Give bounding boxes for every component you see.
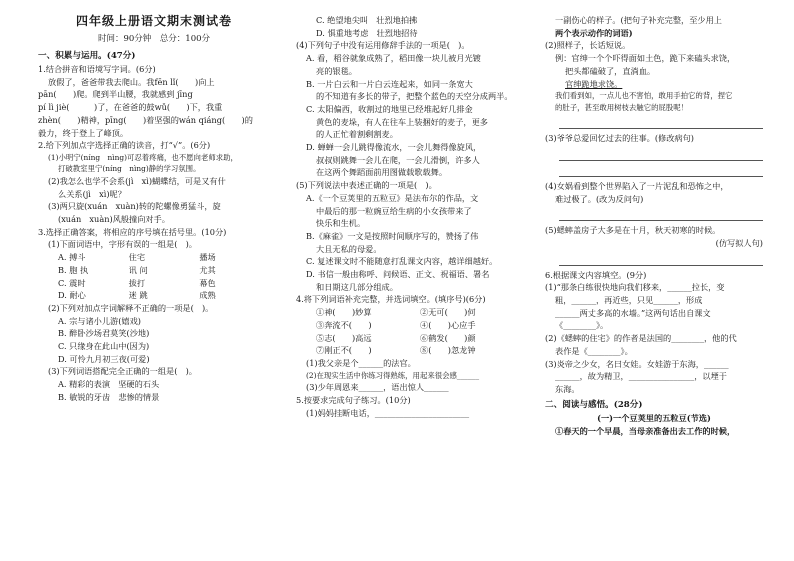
text-line: ①春天的一个早晨，当母亲准备出去工作的时候，: [555, 425, 736, 436]
text-line: C. 绝望地尖叫 壮烈地拍拂: [316, 15, 418, 25]
idiom-grid: [296, 306, 524, 357]
text-line: pān( )爬。爬到半山腰，我就感到 jīng: [38, 89, 193, 100]
text-line: 3.选择正确答案，将相应的序号填在括号里。(10分): [38, 226, 227, 237]
text-line: 在这两个舞蹈面前用图做载歌载舞。: [316, 167, 448, 178]
text-line: 中最后的那一粒豌豆给生病的小女孩带来了: [316, 205, 472, 216]
text-line: B. 一片白云和一片白云连起来，如同一条宽大: [306, 78, 473, 89]
text-line: (3)少年周恩来______，语出惊人______: [306, 382, 449, 393]
text-line: 4.将下列词语补充完整，并选词填空。(填序号)(6分): [296, 294, 486, 305]
text-line: C. 复述课文时不能随意打乱课文内容，越详细越好。: [306, 256, 498, 267]
section-list: [38, 302, 270, 404]
option-cell: 幕色: [199, 277, 216, 288]
option-row: [296, 306, 524, 319]
column-right: [545, 0, 763, 561]
text-line: 5.按要求完成句子练习。(10分): [296, 394, 411, 405]
text-line: A.《一个豆荚里的五粒豆》是法布尔的作品，文: [306, 192, 479, 203]
section-list: [296, 14, 524, 306]
text-line: 难过极了。(改为反问句): [555, 193, 644, 204]
text-line: (3)下列词语搭配完全正确的一组是( )。: [48, 366, 197, 377]
text-line: (1)小明宁(níng nìng)可忍着疼痛，也不愿向老师求助，: [48, 153, 238, 162]
text-line: 1.结合拼音和语境写字词。(6分): [38, 64, 156, 75]
text-line: (2)我怎么也学不会系(jì xì)蝴蝶结，可是又有什: [48, 175, 226, 186]
option-cell: B. 胞 执: [58, 264, 89, 275]
option-cell: 住宅: [128, 252, 146, 263]
text-line: 粗，______，再近些，只见______，形成: [555, 295, 703, 306]
text-line: D. 惧重地考虑 壮烈地招待: [316, 27, 418, 38]
text-line: D. 蝉蝉一会儿跳得像流水，一会儿舞得像旋风，: [306, 142, 482, 153]
text-line: B. 敏锐的牙齿 悲惨的情景: [58, 391, 160, 402]
column-middle: [296, 0, 524, 561]
text-line: 叔叔则跳舞一会儿在爬，一会儿滑倒，许多人: [316, 154, 480, 165]
section-heading: 一、积累与运用。(47分): [38, 50, 136, 61]
text-line: (2)在现实生活中你练习得熟练，用起来很会感______: [306, 370, 480, 380]
text-line: (1)我父亲是个______的法官。: [306, 357, 416, 368]
option-cell: 拔打: [128, 277, 146, 288]
section-list: [545, 132, 763, 145]
text-line: 打破教室里宁(níng nìng)静的学习氛围。: [58, 164, 201, 174]
text-line: (1)“那条白练很快地向我们移来，______拉长，变: [545, 282, 725, 293]
section-list: [545, 224, 763, 249]
option-row: [296, 319, 524, 332]
option-grid: [38, 251, 270, 302]
text-line: (2)《蟋蟀的住宅》的作者是法国的________，他的代: [545, 333, 737, 344]
text-line: (1)妈妈挂断电话，_______________________: [306, 407, 470, 418]
text-line: A. 看，稻谷就象成熟了，稻田像一块儿被月光镀: [306, 53, 481, 64]
text-line: 表作是《________》。: [555, 345, 633, 356]
option-cell: A. 搏斗: [58, 252, 86, 263]
text-line: 例：官绅一个个吓得面如土色，跪下来磕头求饶，: [555, 53, 736, 64]
text-line: B. 醉卧沙场君莫笑(沙地): [58, 328, 150, 339]
column-left: [38, 0, 270, 561]
text-line: (2)照样子，长话短说。: [545, 40, 631, 51]
text-line: (4)下列句子中没有运用修辞手法的一项是( )。: [296, 40, 470, 51]
text-line: 的不知道有多长的带子，把整个蓝色的天空分成两半。: [316, 91, 513, 102]
option-row: [38, 251, 270, 264]
text-line: (仿写拟人句): [715, 237, 763, 248]
text-line: 《________》。: [555, 320, 609, 331]
answer-line[interactable]: [559, 208, 763, 221]
option-cell: ②无可( )何: [420, 307, 476, 318]
text-line: (3)炎帝之少女，名曰女娃。女娃游于东海，______: [545, 358, 729, 369]
option-cell: ⑦刚正不( ): [316, 345, 372, 356]
exam-meta: 时间：90分钟 总分：100分: [97, 33, 211, 44]
option-cell: ④( )心应手: [420, 319, 476, 330]
option-row: [38, 277, 270, 290]
section-list: [296, 357, 524, 419]
text-line: 亮的银毯。: [316, 65, 357, 76]
option-row: [38, 289, 270, 302]
text-line: 东海。: [555, 384, 580, 394]
text-line: 一副伤心的样子。(把句子补充完整，至少用上: [555, 15, 722, 25]
option-cell: 播场: [199, 252, 216, 263]
option-cell: ①神( )妙算: [316, 307, 372, 318]
text-line: C. 太阳偏西，收割过的地里已经堆起好几排金: [306, 103, 473, 114]
option-cell: 讯 问: [128, 264, 148, 275]
text-line: 官绅跪地求饶。: [565, 78, 623, 89]
option-row: [296, 332, 524, 345]
text-line: (2)下列对加点字词解释不正确的一项是( )。: [48, 302, 214, 313]
answer-line[interactable]: [559, 148, 763, 161]
text-line: A. 精彩的表演 坚硬的石头: [58, 379, 160, 390]
text-line: (3)爷爷总爱回忆过去的往事。(修改病句): [545, 133, 694, 144]
section-list: [545, 269, 763, 438]
text-line: A. 宗与诸小儿游(嬉戏): [58, 315, 142, 326]
section-list: [545, 14, 763, 113]
text-line: 两个表示动作的词语): [555, 27, 633, 38]
text-line: (5)下列说法中表述正确的一项是( )。: [296, 180, 437, 191]
text-line: (1)下面词语中，字形有误的一组是( )。: [48, 239, 197, 250]
text-line: 6.根据课文内容填空。(9分): [545, 269, 647, 280]
text-line: 的肚子，甚至敢用树枝去触它的屁股呢！: [555, 102, 689, 112]
option-cell: ③奔流不( ): [316, 319, 372, 330]
text-line: zhèn( )精神，pīng( )着坚强的wán qiáng( )的: [38, 114, 253, 125]
text-line: 把头都磕破了，直淌血。: [565, 65, 656, 76]
option-cell: 成熟: [199, 290, 216, 301]
text-line: D. 书信一般由称呼、问候语、正文、祝福语、署名: [306, 269, 490, 280]
option-cell: 尤其: [199, 264, 216, 275]
text-line: ______两丈多高的水墙。”这两句话出自课文: [555, 307, 711, 318]
text-line: pí lì jiè( )了，在爸爸的鼓wǔ( )下，我重: [38, 102, 223, 113]
text-line: 的人正忙着割剩割麦。: [316, 129, 398, 140]
option-cell: ⑤志( )高远: [316, 332, 372, 343]
option-cell: ⑧( )忽龙钟: [420, 345, 476, 356]
text-line: 么关系(jì xì)呢？: [58, 188, 126, 199]
text-line: (一)一个豆荚里的五粒豆(节选): [597, 413, 711, 424]
text-line: (5)蟋蟀盖房子大多是在十月，秋天初寒的时候。: [545, 225, 721, 236]
option-cell: ⑥鹤发( )颜: [420, 332, 476, 343]
text-line: (xuán xuàn)风般撞向对手。: [58, 214, 170, 225]
text-line: 大且无私的母爱。: [316, 243, 382, 254]
section-list: [545, 180, 763, 205]
page-title: 四年级上册语文期末测试卷: [75, 14, 232, 28]
text-line: 快乐和生机。: [316, 218, 366, 229]
option-row: [38, 264, 270, 277]
answer-line[interactable]: [559, 164, 763, 177]
section-heading: 二、阅读与感悟。(28分): [545, 399, 643, 410]
option-cell: D. 耐心: [58, 290, 86, 301]
text-line: (4)女娲看到整个世界陷入了一片泥乱和恐怖之中，: [545, 180, 729, 191]
text-line: 放假了，爸爸带我去爬山。我fēn lǐ( )向上: [48, 76, 215, 87]
text-line: B.《麻雀》一文是按照时间顺序写的，赞扬了伟: [306, 230, 479, 241]
text-line: ______，故为精卫，________________，以堙于: [555, 371, 727, 382]
answer-line[interactable]: [559, 116, 763, 129]
text-line: 和日期这几部分组成。: [316, 281, 398, 292]
text-line: C. 只缘身在此山中(因为): [58, 341, 150, 352]
text-line: 2.给下列加点字选择正确的读音，打“√”。(6分): [38, 140, 211, 151]
answer-line[interactable]: [559, 253, 763, 266]
option-row: [296, 344, 524, 357]
text-line: (3)两只旋(xuán xuàn)转的陀螺像勇猛斗，旋: [48, 201, 221, 212]
text-line: 黄色的麦垛，有人在往车上装捆好的麦子，更多: [316, 116, 488, 127]
text-line: 我们看到如，一点儿也不害怕，敢用手拍它的背，捏它: [555, 91, 733, 101]
option-cell: 迷 跳: [128, 290, 148, 301]
section-list: [38, 50, 270, 251]
text-line: 毅力，终于登上了峰顶。: [38, 127, 129, 138]
option-cell: C. 震时: [58, 277, 86, 288]
text-line: D. 可怜九月初三夜(可爱): [58, 353, 150, 364]
